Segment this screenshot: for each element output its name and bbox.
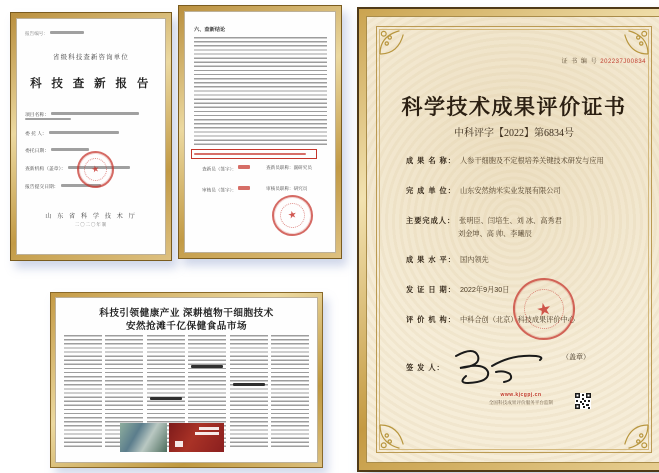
field-evaluation-agency-label: 评 价 机 构： xyxy=(406,315,456,324)
field-main-contributors xyxy=(406,216,562,226)
seal-here-note: （盖章） xyxy=(562,354,590,361)
field-commission-date xyxy=(25,147,89,154)
novelty-report-paper xyxy=(16,18,166,255)
corner-flourish-icon xyxy=(377,27,407,57)
photo-caption-bar xyxy=(199,427,219,430)
qr-code xyxy=(575,393,591,409)
conclusion-heading: 六、查新结论 xyxy=(194,27,226,33)
evaluation-agency-seal xyxy=(507,272,581,346)
newspaper-headline-line1: 科技引领健康产业 深耕植物干细胞技术 xyxy=(99,308,274,319)
footer-org: 山 东 省 科 学 技 术 厅 xyxy=(45,213,137,220)
field-main-contributors-line1: 张明臣、闫培生、刘 冰、高秀君 xyxy=(459,216,562,225)
field-main-contributors-label: 主要完成人： xyxy=(406,216,456,225)
certificate-number-label: 证 书 编 号 xyxy=(561,59,598,65)
corner-flourish-icon xyxy=(377,422,407,452)
column-text xyxy=(271,335,309,447)
newspaper-clipping xyxy=(50,292,323,468)
seal-star-icon: ★ xyxy=(534,298,554,320)
newspaper-column xyxy=(271,335,309,447)
searcher-signature-label: 查新员（签字）： xyxy=(202,166,237,172)
seal-star-icon: ★ xyxy=(286,208,298,222)
field-completing-unit-label: 完 成 单 位： xyxy=(406,186,456,195)
reviewer-signature-label: 审核员（签字）： xyxy=(202,187,237,193)
product-photo xyxy=(169,423,224,452)
field-issue-date-label: 发 证 日 期： xyxy=(406,285,456,294)
evaluation-certificate xyxy=(357,7,659,472)
certificate-doc-number: 中科评字【2022】第6834号 xyxy=(454,128,574,139)
searcher-name-stamp xyxy=(238,165,250,169)
field-achievement-name-value: 人参干细胞及不定根培养关键技术研发与应用 xyxy=(459,156,604,165)
field-issue-date xyxy=(406,285,509,295)
conclusion-paper xyxy=(184,11,336,253)
searcher-signature-row xyxy=(202,165,250,173)
column-subheading xyxy=(150,397,182,400)
field-project-name-line2 xyxy=(25,118,71,124)
field-commission-date-value xyxy=(51,148,89,150)
platform-website: www.kjcgpj.cn xyxy=(500,392,542,398)
field-main-contributors-line2-row xyxy=(458,229,532,239)
newspaper-column xyxy=(230,335,268,447)
field-achievement-name-label: 成 果 名 称： xyxy=(406,156,456,165)
certificate-number-value: 202237J00834 xyxy=(600,59,646,65)
field-achievement-level-value: 国内领先 xyxy=(459,255,489,264)
lab-photo xyxy=(120,423,167,452)
novelty-report-cover xyxy=(10,12,172,261)
field-project-name xyxy=(25,111,139,118)
field-client-value xyxy=(49,131,119,133)
field-project-name-label: 项目名称： xyxy=(25,113,49,118)
report-number-redacted xyxy=(50,31,84,33)
photo-caption-bar xyxy=(175,441,183,447)
column-subheading xyxy=(233,383,265,386)
highlighted-conclusion-text xyxy=(194,153,306,155)
searcher-title: 查新员职称：副研究员 xyxy=(266,165,312,170)
issuing-org-line: 省级科技查新咨询单位 xyxy=(53,54,129,61)
field-signer xyxy=(406,363,445,373)
field-project-name-value2 xyxy=(25,118,71,120)
corner-flourish-icon xyxy=(621,27,651,57)
newspaper-column xyxy=(64,335,102,447)
field-achievement-name xyxy=(406,156,604,166)
seal-star-icon: ★ xyxy=(90,163,101,175)
footer-note: 二〇二〇年制 xyxy=(74,222,108,227)
certificate-paper xyxy=(366,16,659,463)
signer-handwritten-signature xyxy=(444,342,549,388)
field-completing-unit-value: 山东安然纳米实业发展有限公司 xyxy=(459,186,561,195)
field-achievement-level xyxy=(406,255,489,265)
photo-caption-bar xyxy=(195,432,219,435)
field-client-label: 委 托 人： xyxy=(25,132,47,137)
field-evaluation-agency-value: 中科合创（北京）科技成果评价中心 xyxy=(459,315,575,324)
reviewer-name-stamp xyxy=(238,186,250,190)
field-client xyxy=(25,130,119,137)
newspaper-paper xyxy=(55,297,318,463)
field-signer-label: 签 发 人： xyxy=(406,363,445,372)
highlighted-conclusion-box xyxy=(191,149,317,159)
report-title: 科 技 查 新 报 告 xyxy=(30,78,152,90)
conclusion-round-seal xyxy=(268,191,317,240)
report-number-line xyxy=(25,31,84,37)
novelty-report-conclusion xyxy=(178,5,342,259)
reviewer-title: 审核员职称：研究员 xyxy=(266,186,308,191)
field-achievement-level-label: 成 果 水 平： xyxy=(406,255,456,264)
field-search-agency-label: 查新机构（盖章）： xyxy=(25,167,66,172)
column-text xyxy=(64,335,102,447)
field-commission-date-label: 委托日期： xyxy=(25,149,49,154)
field-main-contributors-line2: 刘金坤、高 帅、李曦辰 xyxy=(458,229,532,238)
corner-flourish-icon xyxy=(621,422,651,452)
platform-supervision-note: 全国科技成果评价服务平台监制 xyxy=(488,400,554,405)
report-number-label: 报告编号： xyxy=(25,31,48,36)
field-project-name-value xyxy=(51,112,139,114)
certificate-number-line xyxy=(562,56,646,65)
conclusion-body-text xyxy=(194,37,327,147)
column-subheading xyxy=(191,365,223,368)
certificate-title: 科学技术成果评价证书 xyxy=(401,95,627,119)
field-submit-date-label: 报告提交日期： xyxy=(25,185,59,190)
field-issue-date-value: 2022年9月30日 xyxy=(459,285,510,294)
column-text xyxy=(230,335,268,447)
field-completing-unit xyxy=(406,186,561,196)
newspaper-headline-line2: 安然抢滩千亿保健食品市场 xyxy=(125,321,248,332)
reviewer-signature-row xyxy=(202,186,250,194)
